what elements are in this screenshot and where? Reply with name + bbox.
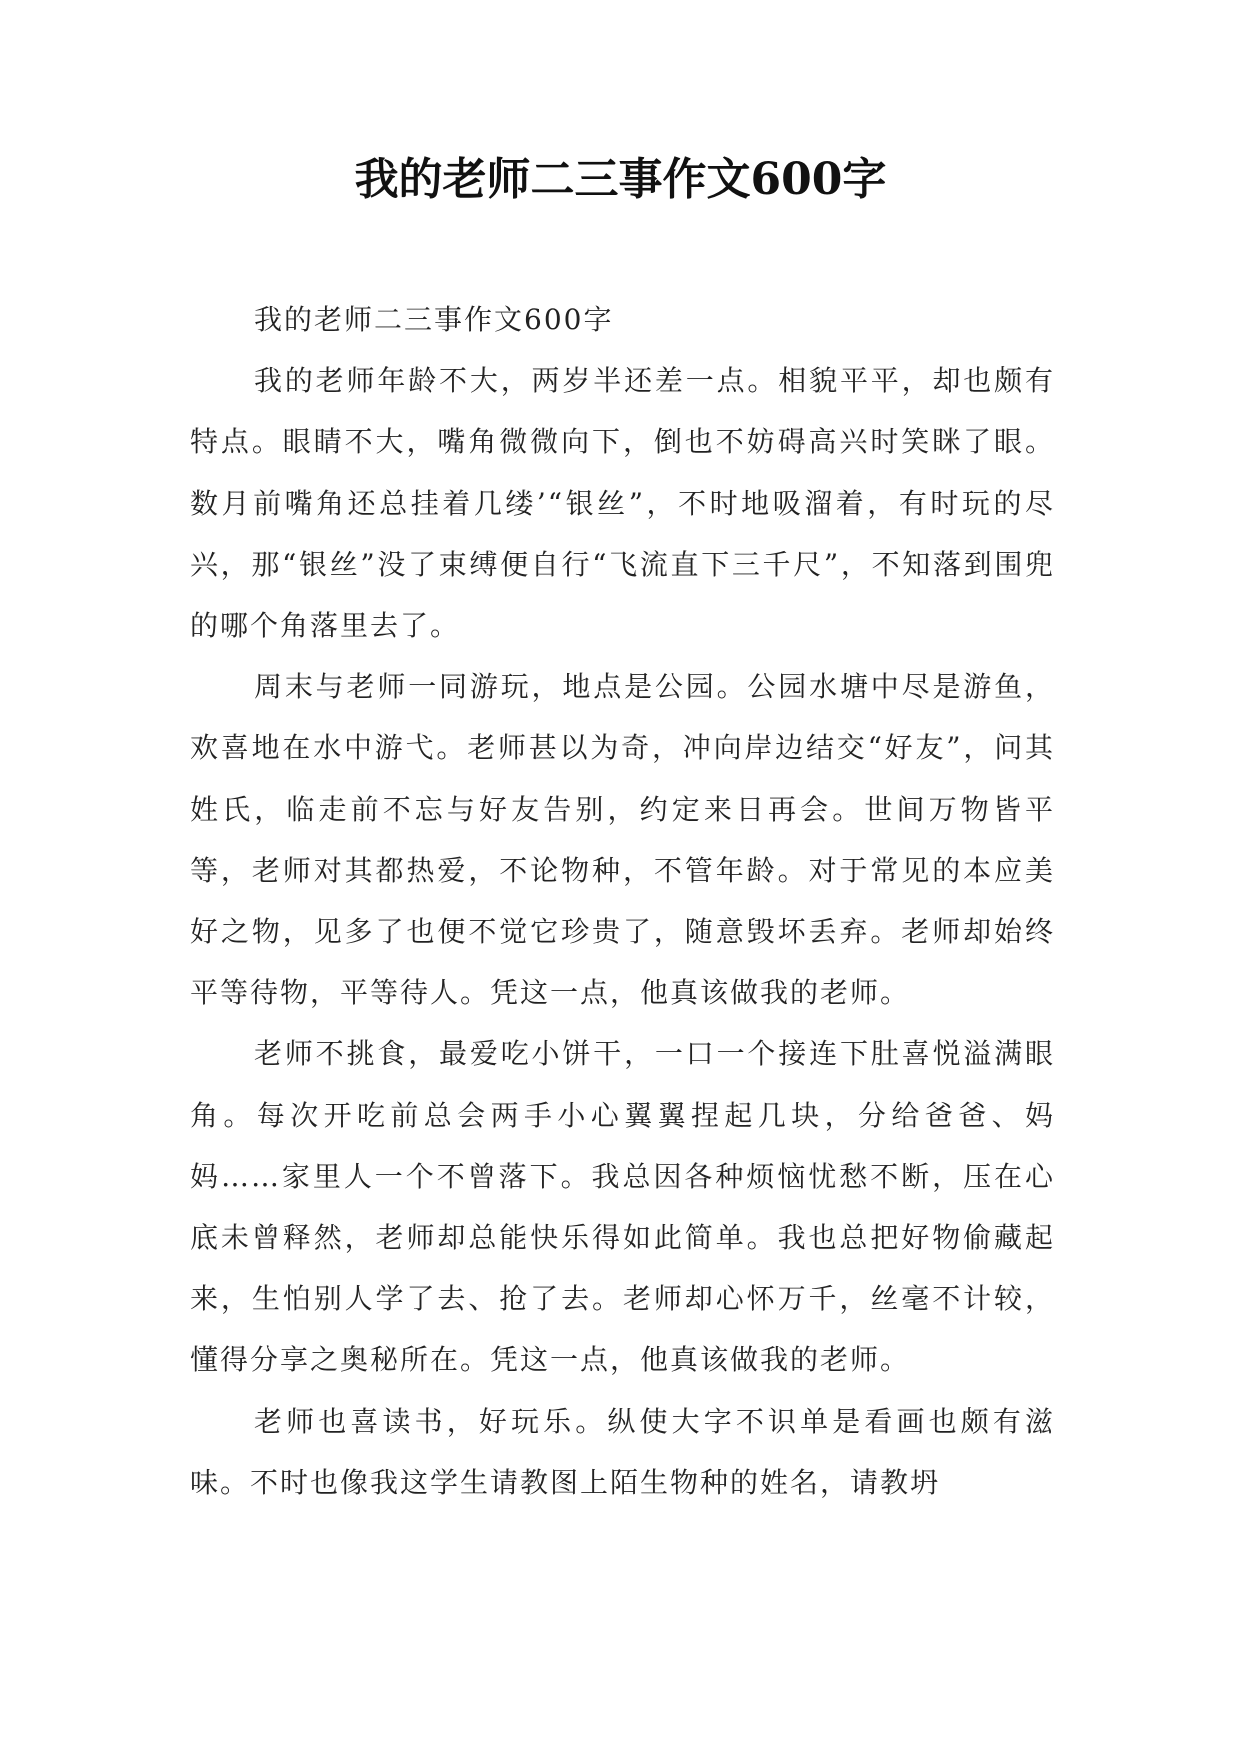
subtitle-paragraph: 我的老师二三事作文600字 <box>254 303 614 336</box>
body-paragraph: 老师不挑食，最爱吃小饼干，一口一个接连下肚喜悦溢满眼角。每次开吃前总会两手小心翼翼捏起几块，分给爸爸、妈妈……家里人一个不曾落下。我总因各种烦恼忧愁不断，压在心底未曾释然，老师却总能快乐得如此简单。我也总把好物偷藏起来，生怕别人学了去、抢了去。老师却心怀万千，丝毫不计较，懂得分享之奥秘所在。凭这一点，他真该做我的老师。 <box>190 1037 1055 1377</box>
document-body <box>190 289 1055 1513</box>
body-paragraph: 老师也喜读书，好玩乐。纵使大字不识单是看画也颇有滋味。不时也像我这学生请教图上陌生物种的姓名，请教坍 <box>190 1404 1055 1499</box>
body-paragraph: 周末与老师一同游玩，地点是公园。公园水塘中尽是游鱼，欢喜地在水中游弋。老师甚以为奇，冲向岸边结交“好友”，问其姓氏，临走前不忘与好友告别，约定来日再会。世间万物皆平等，老师对其都热爱，不论物种，不管年龄。对于常见的本应美好之物，见多了也便不觉它珍贵了，随意毁坏丢弃。老师却始终平等待物，平等待人。凭这一点，他真该做我的老师。 <box>190 670 1055 1010</box>
document-title: 我的老师二三事作文600字 <box>354 154 887 205</box>
body-paragraph: 我的老师年龄不大，两岁半还差一点。相貌平平，却也颇有特点。眼睛不大，嘴角微微向下，倒也不妨碍高兴时笑眯了眼。数月前嘴角还总挂着几缕’“银丝”，不时地吸溜着，有时玩的尽兴，那“银丝”没了束缚便自行“飞流直下三千尺”，不知落到围兜的哪个角落里去了。 <box>190 364 1055 643</box>
